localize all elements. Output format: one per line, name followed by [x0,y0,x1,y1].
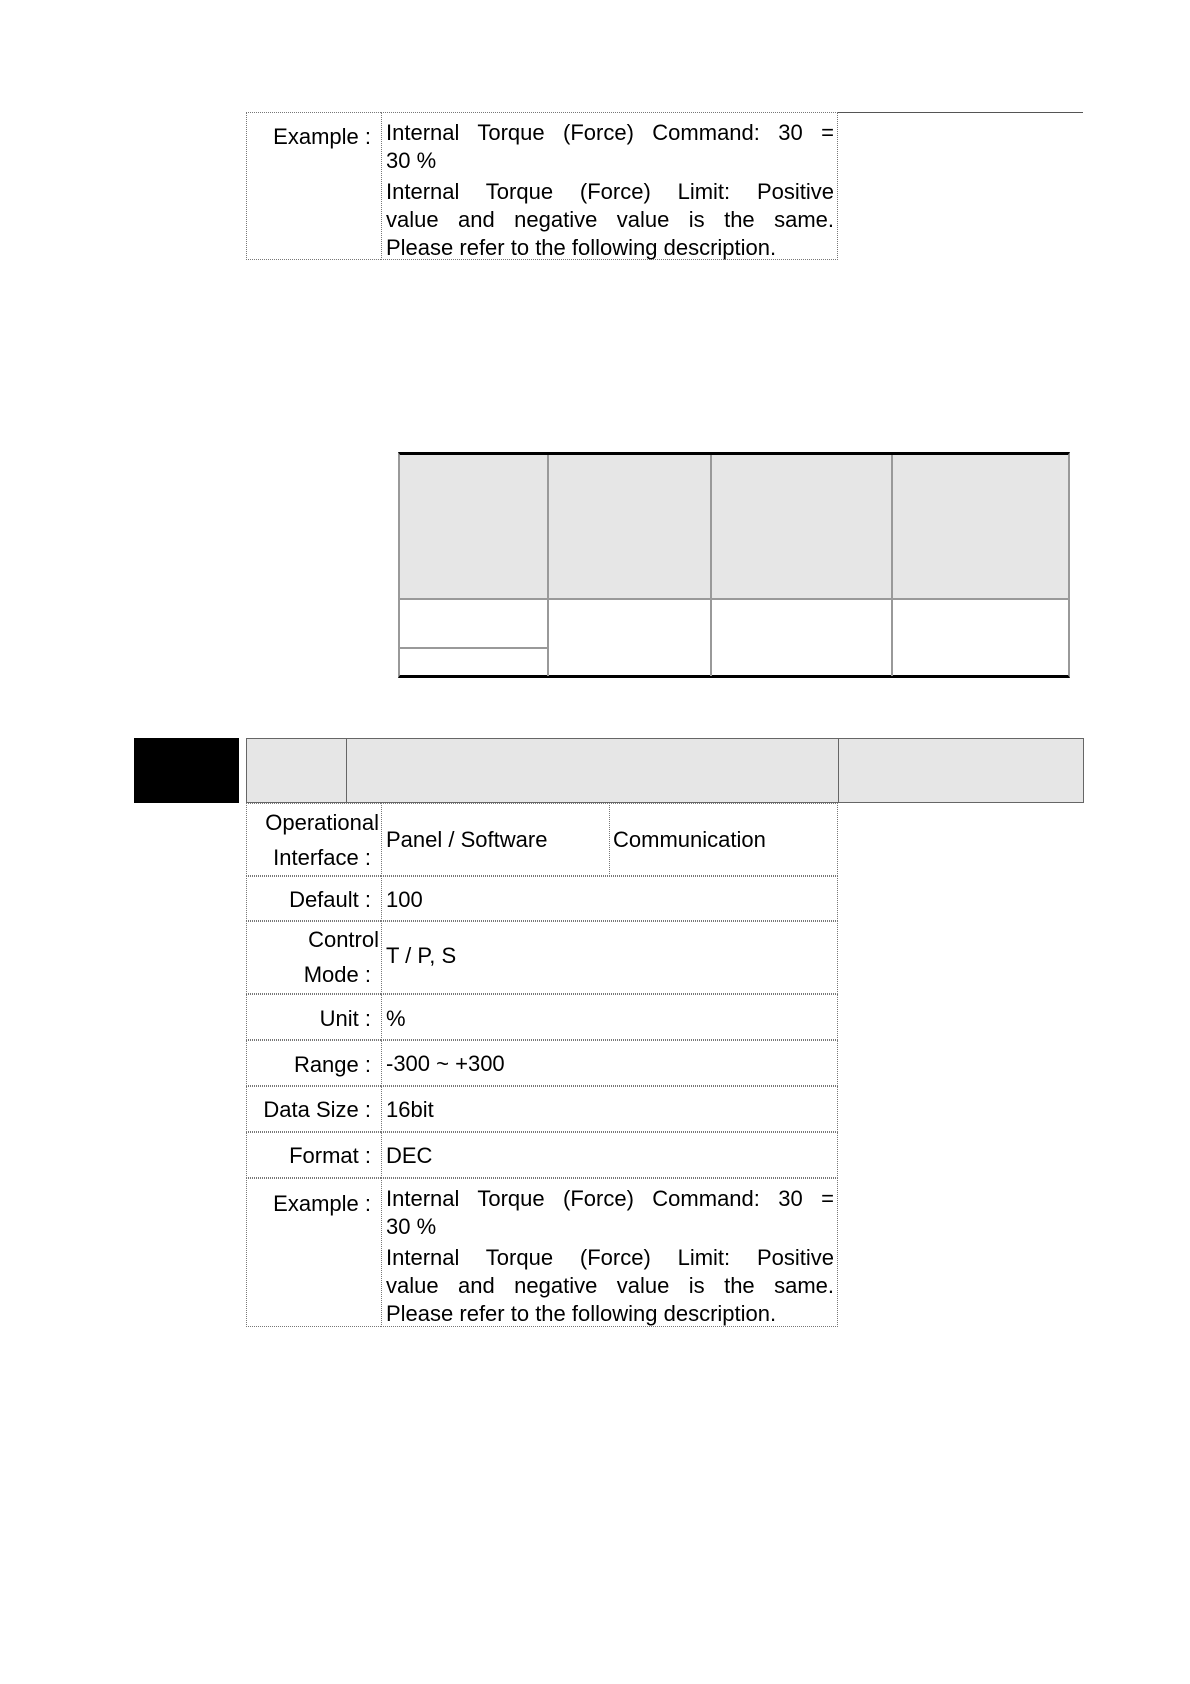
example-label-cell [246,1178,381,1327]
example-line-5: Please refer to the following description. [386,1301,777,1326]
example-label: Example : [273,1191,371,1216]
parameter-black-tab [134,738,239,803]
example-value-cell [381,1178,838,1327]
example-line-2: 30 % [386,1214,437,1239]
middle-table [398,452,1070,678]
format-label: Format : [289,1143,371,1168]
default-label: Default : [289,887,371,912]
top-rule [838,112,1083,113]
operational-interface-comm-cell [609,803,838,876]
top-example-label-cell [246,112,381,260]
data-size-label: Data Size : [263,1097,371,1122]
example-line-4: value and negative value is the same. [386,1273,834,1298]
default-value-cell [381,876,838,921]
parameter-header-code-cell [246,738,347,803]
control-mode-value-cell [381,921,838,994]
data-size-label-cell [246,1086,381,1132]
top-example-line-4: value and negative value is the same. [386,207,834,232]
operational-interface-comm: Communication [613,827,766,852]
control-mode-label-line-2: Mode : [303,962,371,987]
parameter-header-name-cell [346,738,839,803]
top-example-line-3: Internal Torque (Force) Limit: Positive [386,179,834,204]
middle-table-header-row [400,455,1068,600]
operational-interface-panel-cell [381,803,610,876]
format-label-cell [246,1132,381,1178]
middle-table-first-col-split [400,647,547,649]
operational-interface-panel: Panel / Software [386,827,548,852]
unit-value-cell [381,994,838,1040]
top-example-label: Example : [273,124,371,149]
example-line-3: Internal Torque (Force) Limit: Positive [386,1245,834,1270]
control-mode-label-cell [246,921,381,994]
default-label-cell [246,876,381,921]
range-value-cell [381,1040,838,1086]
control-mode-value: T / P, S [386,943,457,968]
range-label: Range : [293,1052,371,1077]
middle-table-col-divider-2 [710,455,712,676]
range-label-cell [246,1040,381,1086]
operational-interface-label-line-2: Interface : [273,845,371,870]
unit-label-cell [246,994,381,1040]
top-example-line-1: Internal Torque (Force) Command: 30 = [386,120,834,145]
middle-table-col-divider-1 [547,455,549,676]
format-value-cell [381,1132,838,1178]
example-line-1: Internal Torque (Force) Command: 30 = [386,1186,834,1211]
unit-value: % [386,1006,406,1031]
operational-interface-label-cell [246,803,381,876]
parameter-header-address-cell [838,738,1084,803]
default-value: 100 [386,887,423,912]
control-mode-label-line-1: Control [308,927,379,952]
range-value: -300 ~ +300 [386,1051,505,1076]
unit-label: Unit : [319,1006,371,1031]
top-example-line-2: 30 % [386,148,437,173]
middle-table-col-divider-3 [891,455,893,676]
operational-interface-label-line-1: Operational [265,810,379,835]
top-example-line-5: Please refer to the following description. [386,235,777,260]
format-value: DEC [386,1143,433,1168]
data-size-value-cell [381,1086,838,1132]
top-example-value-cell [381,112,838,260]
data-size-value: 16bit [386,1097,434,1122]
